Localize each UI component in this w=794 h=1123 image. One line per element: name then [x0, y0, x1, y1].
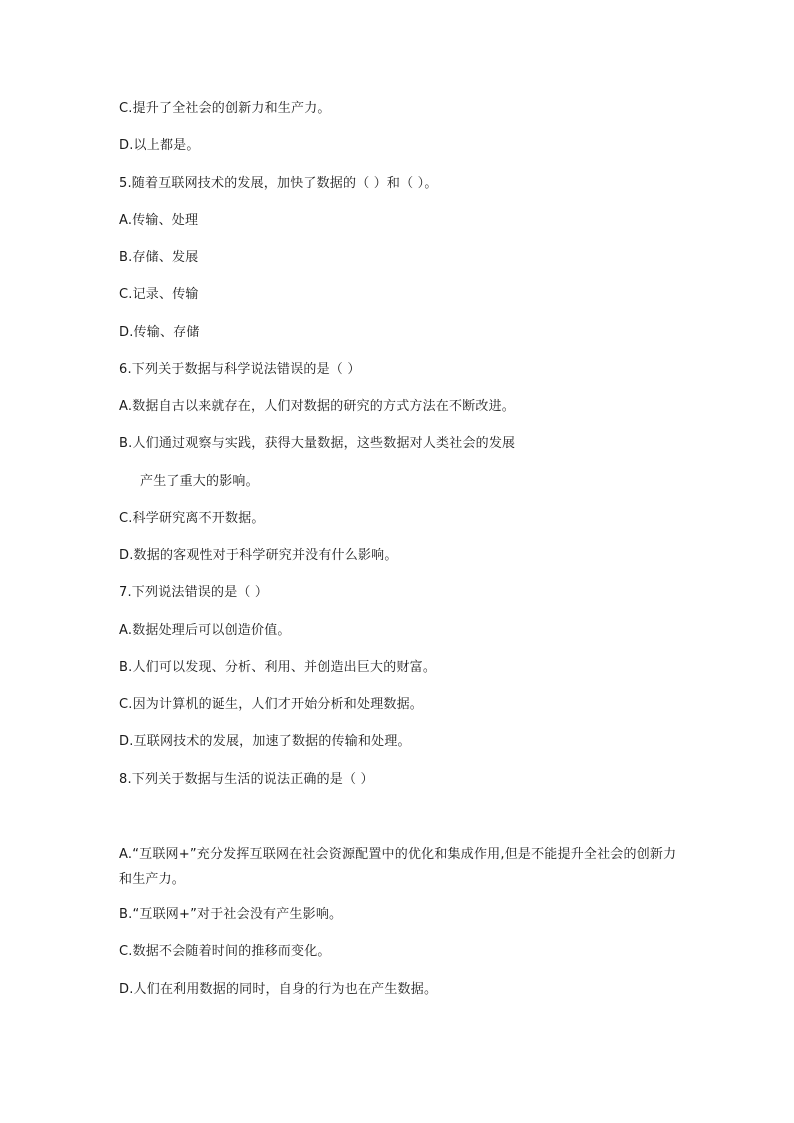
q5-option-b: B.存储、发展 — [119, 250, 199, 265]
q7-option-a: A.数据处理后可以创造价值。 — [119, 623, 291, 638]
q6-option-b-continued: 产生了重大的影响。 — [140, 474, 259, 489]
question-5: 5.随着互联网技术的发展，加快了数据的（ ）和（ ）。 — [119, 176, 438, 191]
q8-option-b: B.“互联网+”对于社会没有产生影响。 — [119, 907, 343, 922]
q6-option-c: C.科学研究离不开数据。 — [119, 511, 265, 526]
q6-option-b: B.人们通过观察与实践，获得大量数据，这些数据对人类社会的发展 — [119, 436, 516, 451]
q5-option-c: C.记录、传输 — [119, 287, 199, 302]
q8-option-d: D.人们在利用数据的同时，自身的行为也在产生数据。 — [119, 982, 438, 997]
q8-option-a: A.“互联网+”充分发挥互联网在社会资源配置中的优化和集成作用,但是不能提升全社会的创新力和生产力。 — [119, 847, 677, 887]
q6-option-d: D.数据的客观性对于科学研究并没有什么影响。 — [119, 548, 398, 563]
q4-option-c: C.提升了全社会的创新力和生产力。 — [119, 101, 331, 116]
question-8: 8.下列关于数据与生活的说法正确的是（ ） — [119, 772, 374, 787]
q6-option-a: A.数据自古以来就存在，人们对数据的研究的方式方法在不断改进。 — [119, 399, 515, 414]
q5-option-d: D.传输、存储 — [119, 325, 200, 340]
q8-option-c: C.数据不会随着时间的推移而变化。 — [119, 944, 331, 959]
question-6: 6.下列关于数据与科学说法错误的是（ ） — [119, 362, 361, 377]
question-7: 7.下列说法错误的是（ ） — [119, 585, 269, 600]
q4-option-d: D.以上都是。 — [119, 138, 200, 153]
q7-option-c: C.因为计算机的诞生，人们才开始分析和处理数据。 — [119, 697, 424, 712]
q5-option-a: A.传输、处理 — [119, 213, 199, 228]
q7-option-d: D.互联网技术的发展，加速了数据的传输和处理。 — [119, 734, 411, 749]
q7-option-b: B.人们可以发现、分析、利用、并创造出巨大的财富。 — [119, 660, 437, 675]
